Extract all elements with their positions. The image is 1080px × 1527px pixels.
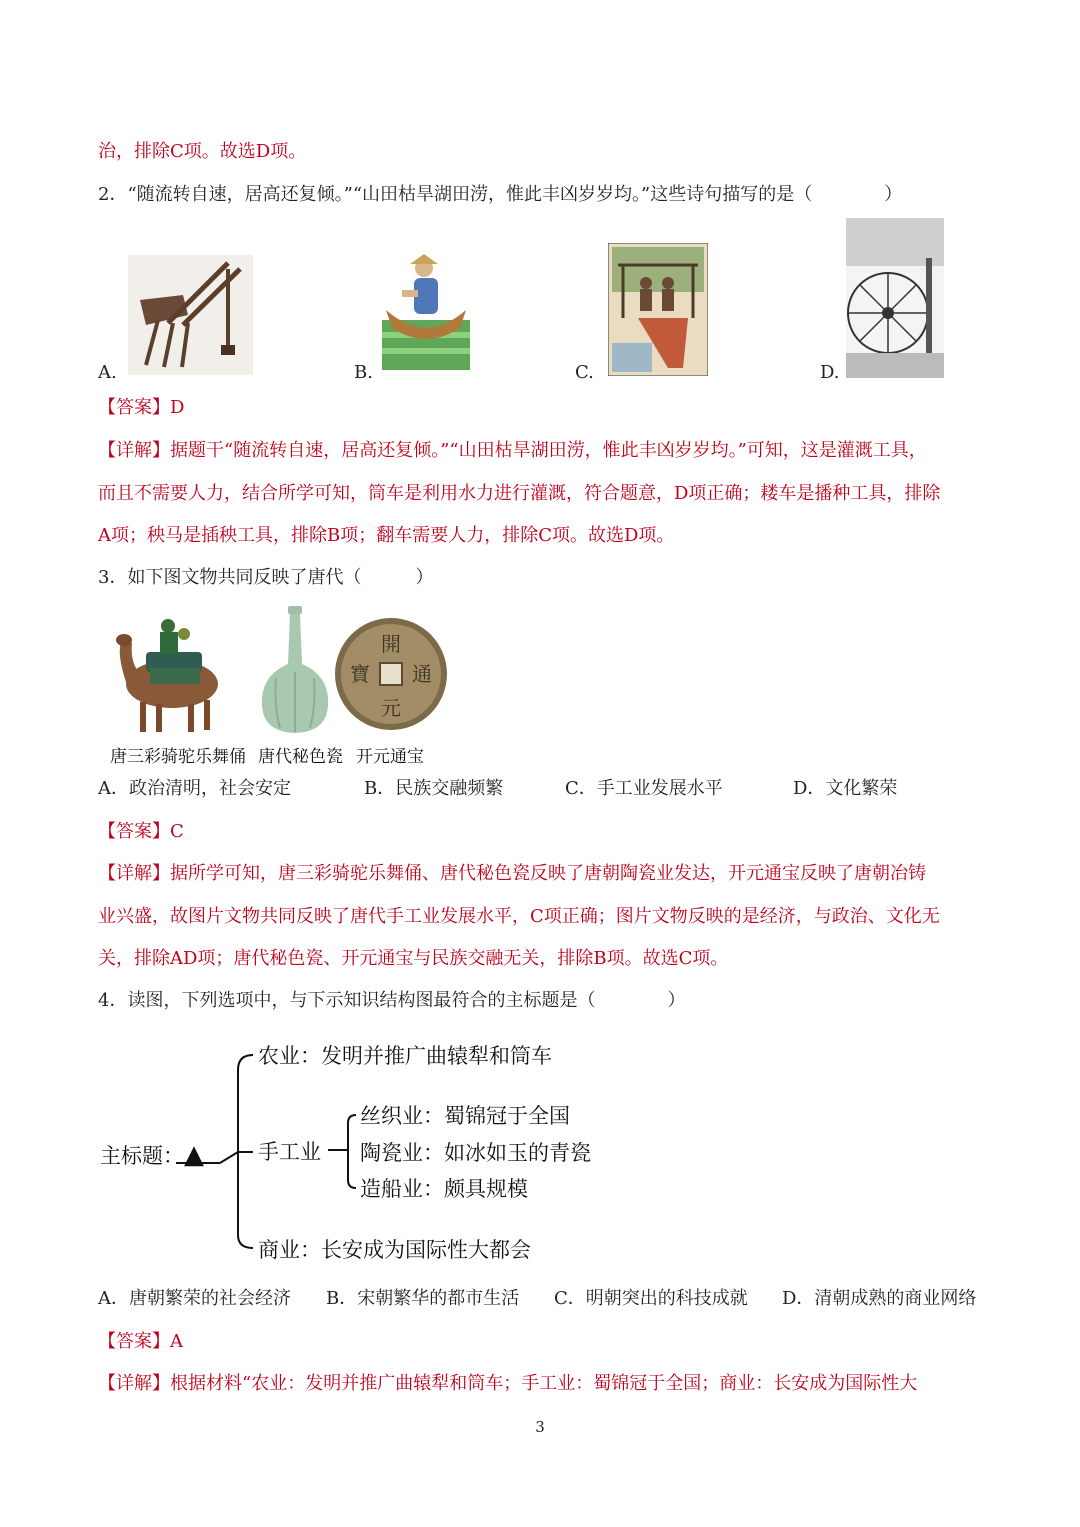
q2-answer <box>98 396 184 420</box>
diagram-agriculture: 农业：发明并推广曲辕犁和筒车 <box>258 1044 552 1068</box>
q2-detail-line-3: A项；秧马是插秧工具，排除B项；翻车需要人力，排除C项。故选D项。 <box>98 525 675 546</box>
q2-detail-line-1 <box>98 439 927 463</box>
seed-drill-image <box>128 255 253 375</box>
prev-answer-tail: 治，排除C项。故选D项。 <box>98 141 307 162</box>
coin-char-left: 寶 <box>350 662 370 686</box>
detail-text: 据题干“随流转自速，居高还复倾。”“山田枯旱湖田涝，惟此丰凶岁岁均。”可知，这是灌溉工具， <box>170 440 927 461</box>
q2-option-a: A. <box>98 362 117 383</box>
rice-transplanter-image <box>382 250 470 370</box>
triangle-icon: ▲ <box>184 1140 204 1170</box>
caption-vase: 唐代秘色瓷 <box>258 747 343 767</box>
q3-option-d: D．文化繁荣 <box>793 778 898 799</box>
q2-option-d: D. <box>820 362 840 383</box>
tang-tricolor-camel-image <box>106 612 228 734</box>
q2-option-c: C. <box>575 362 594 383</box>
q4-answer <box>98 1330 183 1354</box>
detail-tag: 【详解】 <box>98 863 170 884</box>
kaiyuan-coin-image <box>334 617 448 731</box>
q2-stem: 2．“随流转自速，居高还复倾。”“山田枯旱湖田涝，惟此丰凶岁岁均。”这些诗句描写的是（ ） <box>98 184 903 205</box>
q3-answer <box>98 820 184 844</box>
diagram-commerce: 商业：长安成为国际性大都会 <box>258 1238 531 1262</box>
coin-char-bottom: 元 <box>381 696 401 720</box>
q3-option-a: A．政治清明，社会安定 <box>98 778 291 799</box>
q3-option-c: C．手工业发展水平 <box>565 778 723 799</box>
detail-tag: 【详解】 <box>98 440 170 461</box>
q4-option-b: B．宋朝繁华的都市生活 <box>326 1288 520 1309</box>
root-label: 主标题： <box>100 1144 184 1168</box>
caption-coin: 开元通宝 <box>356 747 424 767</box>
q2-option-b: B. <box>354 362 373 383</box>
q2-detail-line-2: 而且不需要人力，结合所学可知，筒车是利用水力进行灌溉，符合题意，D项正确；耧车是播种工具，排除 <box>98 483 941 504</box>
answer-value: C <box>170 821 184 842</box>
q3-option-b: B．民族交融频繁 <box>364 778 504 799</box>
square-pallet-chain-pump-image <box>608 243 708 376</box>
answer-tag: 【答案】 <box>98 1331 170 1352</box>
diagram-porcelain: 陶瓷业：如冰如玉的青瓷 <box>360 1141 591 1165</box>
diagram-silk: 丝织业：蜀锦冠于全国 <box>360 1104 570 1128</box>
q4-option-c: C．明朝突出的科技成就 <box>554 1288 748 1309</box>
q3-detail-line-1 <box>98 862 926 886</box>
knowledge-structure-diagram <box>98 1030 718 1270</box>
q4-option-a: A．唐朝繁荣的社会经济 <box>98 1288 291 1309</box>
diagram-handicraft: 手工业 <box>258 1140 321 1164</box>
diagram-root <box>100 1140 204 1170</box>
caption-camel: 唐三彩骑驼乐舞俑 <box>110 747 246 767</box>
detail-text: 据所学可知，唐三彩骑驼乐舞俑、唐代秘色瓷反映了唐朝陶瓷业发达，开元通宝反映了唐朝冶铸 <box>170 863 926 884</box>
q3-detail-line-3: 关，排除AD项；唐代秘色瓷、开元通宝与民族交融无关，排除B项。故选C项。 <box>98 948 729 969</box>
detail-tag: 【详解】 <box>98 1373 170 1394</box>
page-number: 3 <box>535 1418 545 1436</box>
q4-option-d: D．清朝成熟的商业网络 <box>782 1288 977 1309</box>
q3-detail-line-2: 业兴盛，故图片文物共同反映了唐代手工业发展水平，C项正确；图片文物反映的是经济，与政治、文化无 <box>98 906 940 927</box>
q4-stem: 4．读图，下列选项中，与下示知识结构图最符合的主标题是（ ） <box>98 990 686 1011</box>
tube-wheel-image <box>846 218 944 378</box>
answer-value: D <box>170 397 185 418</box>
coin-char-top: 開 <box>381 632 401 656</box>
answer-tag: 【答案】 <box>98 821 170 842</box>
answer-value: A <box>170 1331 183 1352</box>
diagram-shipbuilding: 造船业：颇具规模 <box>360 1177 528 1201</box>
celadon-vase-image <box>256 606 334 734</box>
detail-text: 根据材料“农业：发明并推广曲辕犁和筒车；手工业：蜀锦冠于全国；商业：长安成为国际性大 <box>170 1373 918 1394</box>
coin-char-right: 通 <box>412 662 432 686</box>
q3-stem: 3．如下图文物共同反映了唐代（ ） <box>98 567 434 588</box>
answer-tag: 【答案】 <box>98 397 170 418</box>
q4-detail-line-1 <box>98 1372 917 1396</box>
